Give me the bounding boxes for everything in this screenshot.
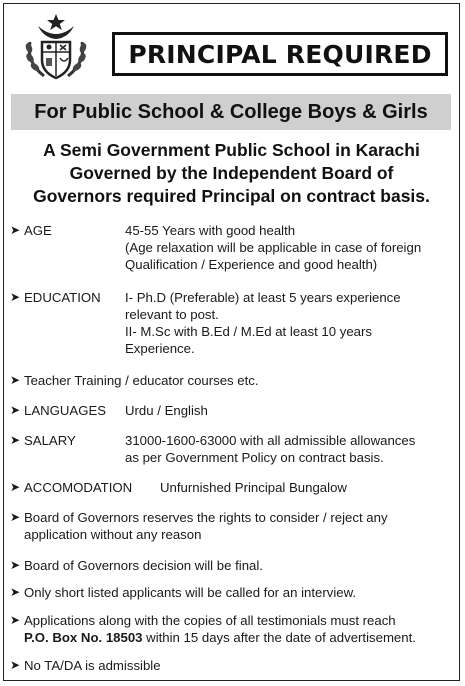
board-rights-text: [24, 509, 388, 543]
board-rights-line-1: Board of Governors reserves the rights to consider / reject any: [24, 510, 388, 525]
intro-line-1: A Semi Government Public School in Karachi: [43, 140, 420, 160]
salary-label: SALARY: [24, 433, 76, 448]
arrow-bullet-icon: ➤: [10, 558, 21, 572]
education-line-2: relevant to post.: [125, 307, 219, 322]
title-box: [112, 32, 448, 76]
subtitle-text: For Public School & College Boys & Girls: [34, 100, 428, 123]
arrow-bullet-icon: ➤: [10, 613, 21, 627]
education-value: [125, 289, 401, 357]
applications-text: [24, 612, 416, 646]
board-rights-line-2: application without any reason: [24, 527, 202, 542]
salary-line-1: 31000-1600-63000 with all admissible allowances: [125, 433, 416, 448]
education-line-1: I- Ph.D (Preferable) at least 5 years experience: [125, 290, 401, 305]
intro-text: [8, 139, 455, 208]
accommodation-label: ACCOMODATION: [24, 480, 133, 495]
arrow-bullet-icon: ➤: [10, 223, 21, 237]
shortlist-text: Only short listed applicants will be called for an interview.: [24, 585, 357, 600]
age-label: AGE: [24, 223, 52, 238]
education-line-3: II- M.Sc with B.Ed / M.Ed at least 10 years: [125, 324, 372, 339]
arrow-bullet-icon: ➤: [10, 510, 21, 524]
languages-value: Urdu / English: [125, 403, 208, 418]
salary-line-2: as per Government Policy on contract basis.: [125, 450, 384, 465]
po-box-number: P.O. Box No. 18503: [24, 630, 143, 645]
applications-line-2: [24, 629, 416, 646]
arrow-bullet-icon: ➤: [10, 403, 21, 417]
education-label: EDUCATION: [24, 290, 101, 305]
arrow-bullet-icon: ➤: [10, 373, 21, 387]
arrow-bullet-icon: ➤: [10, 658, 21, 672]
arrow-bullet-icon: ➤: [10, 480, 21, 494]
board-final-text: Board of Governors decision will be final.: [24, 558, 263, 573]
advertisement: [3, 3, 460, 681]
languages-label: LANGUAGES: [24, 403, 107, 418]
arrow-bullet-icon: ➤: [10, 585, 21, 599]
intro-line-2: Governed by the Independent Board of: [69, 163, 394, 183]
government-emblem-icon: [18, 12, 94, 82]
subtitle-band: [11, 94, 451, 130]
arrow-bullet-icon: ➤: [10, 290, 21, 304]
ta-da-text: No TA/DA is admissible: [24, 658, 161, 673]
education-line-4: Experience.: [125, 341, 195, 356]
applications-line-2-rest: within 15 days after the date of advertisement.: [142, 630, 416, 645]
age-line-2: (Age relaxation will be applicable in case of foreign: [125, 240, 422, 255]
salary-value: [125, 432, 415, 466]
intro-line-3: Governors required Principal on contract basis.: [33, 186, 430, 206]
header: [4, 4, 459, 94]
age-value: [125, 222, 421, 273]
page-title: PRINCIPAL REQUIRED: [128, 39, 432, 69]
age-line-3: Qualification / Experience and good health): [125, 257, 378, 272]
training-text: Teacher Training / educator courses etc.: [24, 373, 259, 388]
arrow-bullet-icon: ➤: [10, 433, 21, 447]
accommodation-value: Unfurnished Principal Bungalow: [160, 480, 347, 495]
age-line-1: 45-55 Years with good health: [125, 223, 296, 238]
applications-line-1: Applications along with the copies of all testimonials must reach: [24, 613, 396, 628]
